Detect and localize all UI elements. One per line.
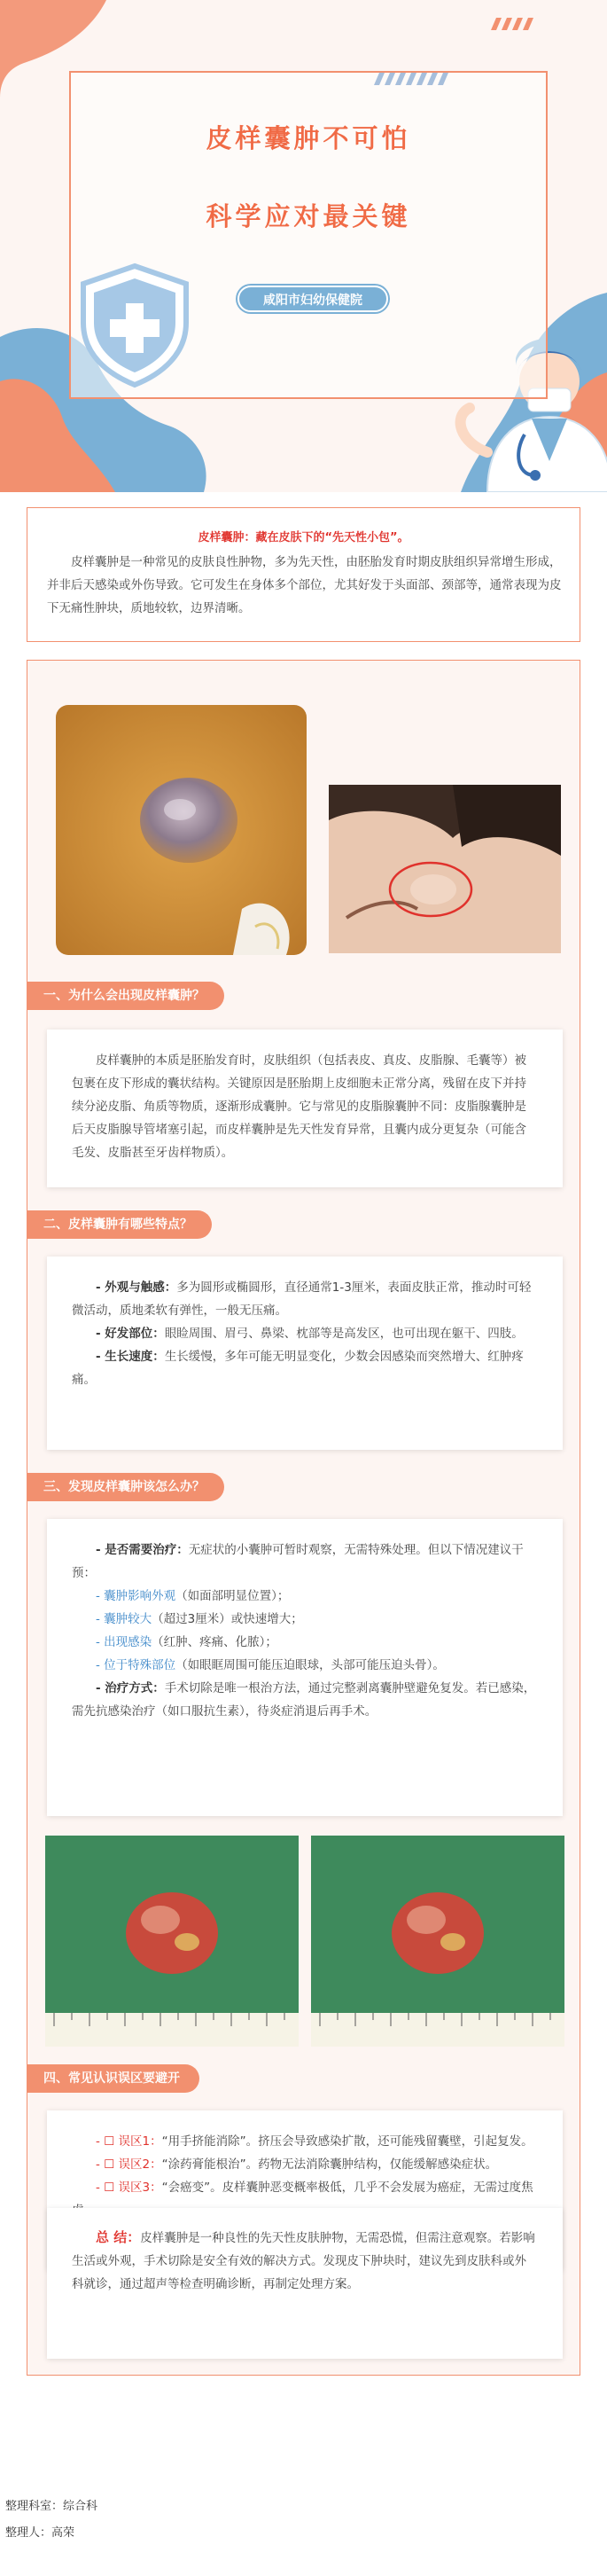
intro-box [27, 507, 580, 642]
feature-growth [72, 1345, 538, 1391]
case-item [72, 1654, 538, 1677]
summary-label: 总 结： [96, 2229, 141, 2245]
intro-title: 皮样囊肿：藏在皮肤下的“先天性小包”。 [198, 531, 409, 544]
feature-label: - 外观与触感： [96, 1280, 177, 1295]
case-item [72, 1585, 538, 1608]
feature-label: - 生长速度： [96, 1350, 165, 1364]
feature-text: 多为圆形或椭圆形，直径通常1-3厘米，表面皮肤正常，推动时可轻微活动，质地柔软有弹性，一般无压痛。 [72, 1280, 532, 1318]
cyst-photo-skin [56, 705, 307, 955]
treatment-need-text: 无症状的小囊肿可暂时观察，无需特殊处理。但以下情况建议干预： [72, 1543, 524, 1580]
cyst-photo-eyelid [329, 785, 561, 953]
myth-text: “涂药膏能根治”。药物无法消除囊肿结构，仅能缓解感染症状。 [161, 2157, 498, 2172]
summary-card [47, 2208, 563, 2359]
treatment-method-text: 手术切除是唯一根治方法，通过完整剥离囊肿壁避免复发。若已感染，需先抗感染治疗（如口服抗生素），待炎症消退后再手术。 [72, 1681, 536, 1719]
case-text: （红肿、疼痛、化脓）； [152, 1635, 277, 1649]
case-key: - 出现感染 [96, 1635, 152, 1649]
section-3-card [47, 1519, 563, 1816]
feature-text: 生长缓慢，多年可能无明显变化，少数会因感染而突然增大、红肿疼痛。 [72, 1350, 524, 1387]
section-1-heading: 一、为什么会出现皮样囊肿？ [27, 982, 224, 1010]
hero-banner [0, 0, 607, 492]
myth-label: - ☐ 误区1： [96, 2134, 162, 2149]
myth-item [72, 2130, 538, 2153]
section-1-card [47, 1030, 563, 1187]
case-text: （如面部明显位置）； [175, 1589, 290, 1603]
case-key: - 囊肿较大 [96, 1612, 152, 1626]
feature-label: - 好发部位： [96, 1327, 165, 1341]
case-text: （超过3厘米）或快速增大； [152, 1612, 303, 1626]
hero-title-frame [69, 71, 548, 399]
main-panel [27, 660, 580, 2376]
case-key: - 位于特殊部位 [96, 1658, 176, 1672]
section-3-heading: 三、发现皮样囊肿该怎么办？ [27, 1473, 224, 1501]
treatment-need [72, 1539, 538, 1585]
section-4-heading: 四、常见认识误区要避开 [27, 2064, 199, 2093]
treatment-need-label: - 是否需要治疗： [96, 1543, 189, 1557]
hospital-badge: 咸阳市妇幼保健院 [237, 286, 388, 312]
section-2-heading: 二、皮样囊肿有哪些特点？ [27, 1210, 212, 1239]
myth-label: - ☐ 误区2： [96, 2157, 162, 2172]
case-item [72, 1608, 538, 1631]
hero-title-line-1: 皮样囊肿不可怕 [206, 123, 411, 153]
intro-text: 皮样囊肿是一种常见的皮肤良性肿物，多为先天性，由胚胎发育时期皮肤组织异常增生形成，并非后天感染或外伤导致。它可发生在身体多个部位，尤其好发于头面部、颈部等，通常表现为皮下无痛性肿块，质地较软，边界清晰。 [47, 555, 562, 615]
myth-item [72, 2153, 538, 2176]
hero-title-line-2: 科学应对最关键 [206, 201, 411, 231]
footer-person: 整理人：高荣 [5, 2526, 75, 2540]
myth-text: “会癌变”。皮样囊肿恶变概率极低，几乎不会发展为癌症，无需过度焦 [161, 2181, 533, 2195]
treatment-method-label: - 治疗方式： [96, 1681, 165, 1695]
case-key: - 囊肿影响外观 [96, 1589, 176, 1603]
feature-location [72, 1322, 538, 1345]
myth-label: - ☐ 误区3： [96, 2181, 162, 2195]
feature-text: 眼睑周围、眉弓、鼻梁、枕部等是高发区，也可出现在躯干、四肢。 [164, 1327, 524, 1341]
myth-text: “用手挤能消除”。挤压会导致感染扩散，还可能残留囊壁，引起复发。 [161, 2134, 533, 2149]
summary-text: 皮样囊肿是一种良性的先天性皮肤肿物，无需恐慌，但需注意观察。若影响生活或外观，手术切除是安全有效的解决方式。发现皮下肿块时，建议先到皮肤科或外科就诊，通过超声等检查明确诊断，再制定处理方案。 [72, 2231, 535, 2291]
case-text: （如眼眶周围可能压迫眼球，头部可能压迫头骨）。 [175, 1658, 445, 1672]
excised-cyst-photo-1 [45, 1836, 299, 2047]
excised-cyst-photo-2 [311, 1836, 564, 2047]
feature-appearance [72, 1276, 538, 1322]
footer-dept: 整理科室：综合科 [5, 2500, 98, 2513]
case-item [72, 1631, 538, 1654]
treatment-method [72, 1677, 538, 1723]
section-2-card [47, 1257, 563, 1450]
section-1-text: 皮样囊肿的本质是胚胎发育时，皮肤组织（包括表皮、真皮、皮脂腺、毛囊等）被包裹在皮下形成的囊状结构。关键原因是胚胎期上皮细胞未正常分离，残留在皮下并持续分泌皮脂、角质等物质，逐渐形成囊肿。它与常见的皮脂腺囊肿不同：皮脂腺囊肿是后天皮脂腺导管堵塞引起，而皮样囊肿是先天性发育异常，且囊内成分更复杂（可能含毛发、皮脂甚至牙齿样物质）。 [72, 1053, 526, 1160]
